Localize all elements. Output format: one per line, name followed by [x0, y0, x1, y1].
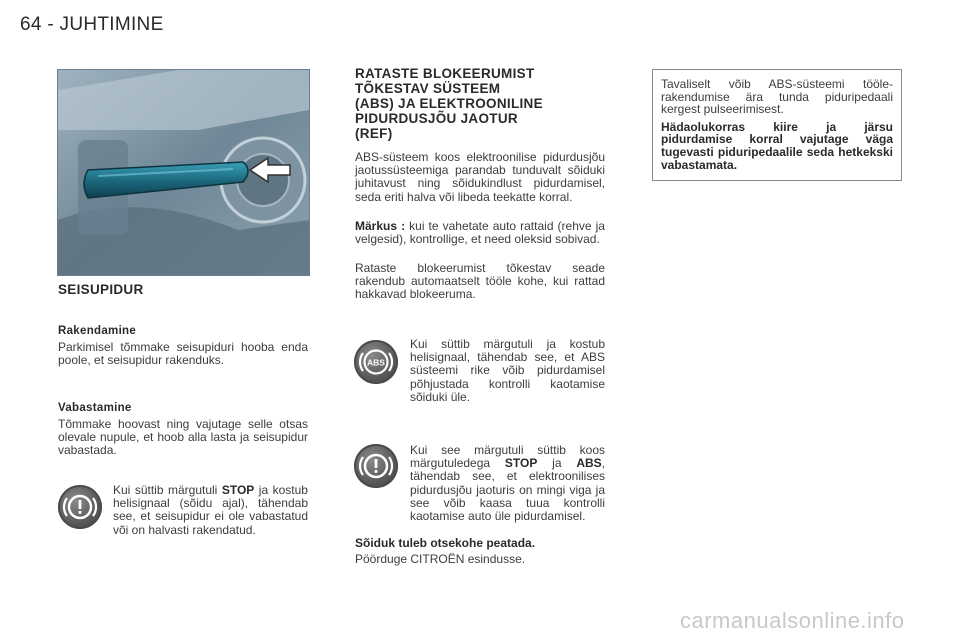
abs-icon-label: ABS: [367, 357, 385, 368]
abs-note-box: [652, 69, 902, 181]
pedal-pulse-note: Tavaliselt võib ABS-süsteemi tööle-rakendumise ära tunda piduripedaali kergest pulseerimisest.: [661, 77, 893, 117]
emergency-braking-note: Hädaolukorras kiire ja järsu pidurdamise korral vajutage väga tugevasti piduripedaalile seda hetkekski vabastamata.: [661, 119, 893, 172]
abs-fault-text: Kui süttib märgutuli ja kostub helisignaal, tähendab see, et ABS süsteemi rike võib pidurdamisel põhjustada kontrolli kaotamise sõiduki üle.: [410, 337, 605, 404]
tire-note-text: Märkus : kui te vahetate auto rattaid (rehve ja velgesid), kontrollige, et need oleksid sobivad.: [355, 219, 605, 247]
watermark: carmanualsonline.info: [680, 608, 905, 633]
page-title: 64 - JUHTIMINE: [20, 14, 164, 35]
engage-title: Rakendamine: [58, 325, 137, 337]
abs-warning-icon: [354, 340, 398, 384]
ref-fault-text: Kui see märgutuli süttib koos märgutuledega STOP ja ABS, tähendab see, et elektroonilises pidurdusjõu jaoturis on mingi viga ja see võib kaasa tuua kontrolli kaotamise auto üle pidurdamisel.: [410, 443, 605, 524]
note-label: Märkus :: [355, 219, 406, 233]
handbrake-photo: [57, 69, 310, 276]
brake-warning-icon: [58, 485, 102, 529]
release-title: Vabastamine: [58, 402, 132, 414]
stop-now-text: Sõiduk tuleb otsekohe peatada.: [355, 536, 536, 550]
release-text: Tõmmake hoovast ning vajutage selle otsas olevale nupule, et hoob alla lasta ja seisupidur vabastada.: [58, 417, 308, 458]
engage-text: Parkimisel tõmmake seisupiduri hooba enda poole, et seisupidur rakenduks.: [58, 340, 308, 368]
ref-abs-label: ABS: [576, 456, 602, 471]
abs-activation-text: Rataste blokeerumist tõkestav seade rakendub automaatselt tööle kohe, kui rattad hakkavad blokeeruma.: [355, 261, 605, 302]
contact-dealer-text: Pöörduge CITROËN esindusse.: [355, 552, 526, 566]
ref-stop-label: STOP: [504, 456, 538, 471]
stop-warning-text: Kui süttib märgutuli STOP ja kostub helisignaal (sõidu ajal), tähendab see, et seisupidur ei ole vabastatud või on halvasti rakendatud.: [113, 483, 308, 537]
abs-intro-text: ABS-süsteem koos elektroonilise pidurdusjõu jaotussüsteemiga parandab tunduvalt sõiduki juhitavust ning sõidukindlust pidurdamisel, seda eriti halva või libeda teekatte korral.: [355, 150, 605, 204]
abs-section-title: RATASTE BLOKEERUMIST TÕKESTAV SÜSTEEM (ABS) JA ELEKTROONILINE PIDURDUSJÕU JAOTUR (REF): [355, 66, 543, 141]
handbrake-section-title: SEISUPIDUR: [58, 282, 144, 297]
stop-label: STOP: [221, 483, 255, 497]
